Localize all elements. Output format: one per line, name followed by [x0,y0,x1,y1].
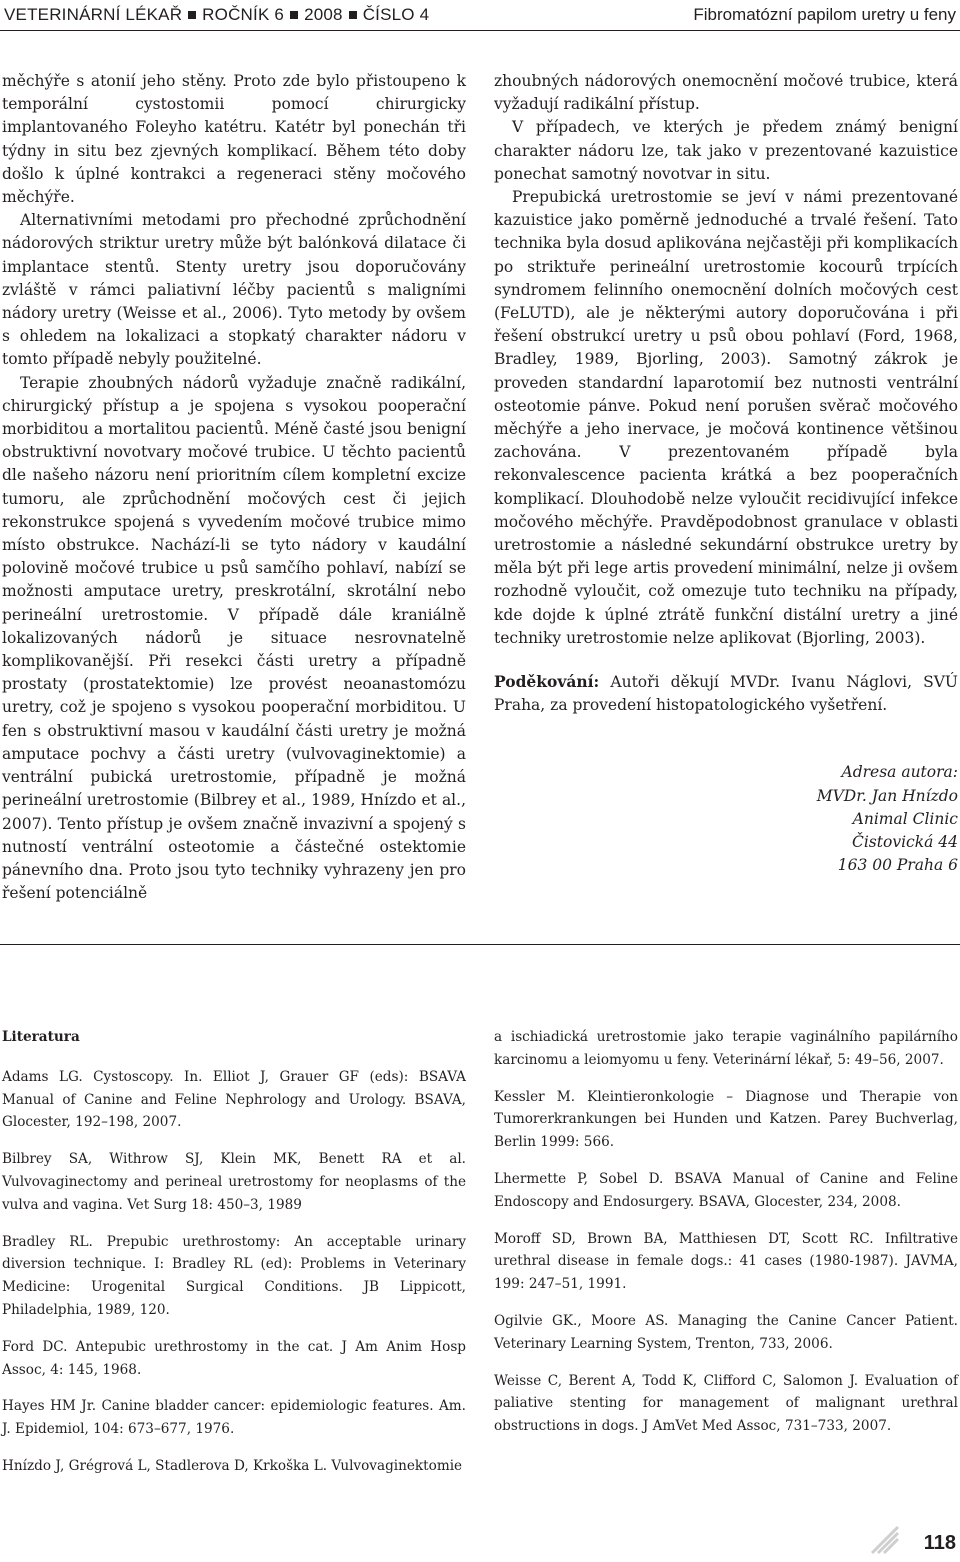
reference-item: Hnízdo J, Grégrová L, Stadlerova D, Krkoška L. Vulvovaginektomie [2,1457,463,1474]
paragraph: Terapie zhoubných nádorů vyžaduje značně radikální, chirurgický přístup a je spojena s vysokou pooperační morbiditou a mortalitou pacientů. Méně časté jsou benigní obstruktivní novotvary močové trubice. U těchto pacientů dle našeho názoru není prioritním cílem kompletní excize tumoru, ale zprůchodnění močových cest či jejich rekonstrukce spojená s vyvedením močové trubice mimo místo obstrukce. Nachází-li se tyto nádory v kaudální polovině močové trubice u psů samčího pohlaví, nabízí se možnosti amputace uretry, preskrotální, skrotální nebo perineální uretrostomie. V případě dále kraniálně lokalizovaných nádorů je situace nesrovnatelně komplikovanější. Při resekci části uretry a případně prostaty (prostatektomie) lze provést neoanastomózu uretry, což je spojeno s vysokou pooperační morbiditou. U fen s obstruktivní masou v kaudální části uretry je možná amputace pochvy a části uretry (vulvovaginektomie) a ventrální pubická uretrostomie, případně je možná perineální uretrostomie (Bilbrey et al., 1989, Hnízdo et al., 2007). Tento přístup je ovšem značně invazivní a spojený s nutností ventrální osteotomie a částečné ostektomie pánevního dna. Proto jsou tyto techniky vyhrazeny jen pro řešení potenciálně [2,373,466,903]
reference-item: Lhermette P, Sobel D. BSAVA Manual of Canine and Feline Endoscopy and Endosurgery. BSAVA, Glocester, 234, 2008. [494,1170,958,1210]
reference-item: Bradley RL. Prepubic urethrostomy: An acceptable urinary diversion technique. I: Bradley RL (ed): Problems in Veterinary Medicine: Urogenital Surgical Conditions. JB Lippicott, Philadelphia, 1989, 120. [2,1233,466,1318]
address-line: 163 00 Praha 6 [837,856,958,875]
reference-item: Adams LG. Cystoscopy. In. Elliot J, Grauer GF (eds): BSAVA Manual of Canine and Feline Nephrology and Urology. BSAVA, Glocester, 192–198, 2007. [2,1068,466,1131]
paragraph: Alternativními metodami pro přechodné zprůchodnění nádorových striktur uretry může být balónková dilatace či implantace stentů. Stenty uretry jsou doporučovány zvláště v rámci paliativní léčby pacientů s maligními nádory uretry (Weisse et al., 2006). Tyto metody by ovšem s ohledem na lokalizaci a stopkatý charakter nádoru v tomto případě nebyly použitelné. [2,211,466,369]
left-text-column [2,70,466,905]
reference-item: Moroff SD, Brown BA, Matthiesen DT, Scott RC. Infiltrative urethral disease in female dogs.: 41 cases (1980-1987). JAVMA, 199: 247–51, 1991. [494,1230,958,1293]
page-number: 118 [923,1532,956,1554]
reference-item: Ogilvie GK., Moore AS. Managing the Canine Cancer Patient. Veterinary Learning System, Trenton, 733, 2006. [494,1312,958,1352]
paragraph: Prepubická uretrostomie se jeví v námi prezentované kazuistice jako poměrně jednoduché a trvalé řešení. Tato technika byla dosud aplikována nejčastěji při komplikacích po striktuře perineální uretrostomie kocourů trpících syndromem felinního onemocnění dolních močových cest (FeLUTD), ale je některými autory doporučována i při řešení obstrukcí uretry u psů obou pohlaví (Ford, 1968, Bradley, 1989, Bjorling, 2003). Samotný zákrok je proveden standardní laparotomií bez nutnosti ventrální osteotomie pánve. Pokud není porušen svěrač močového měchýře a jeho inervace, je močová kontinence většinou zachována. V prezentovaném případě byla rekonvalescence pacienta krátká a bez pooperačních komplikací. Dlouhodobě nelze vyloučit recidivující infekce močového měchýře. Pravděpodobnost granulace v oblasti uretrostomie a následné sekundární obstrukce uretry by měla být při lege artis provedení minimální, nelze ji ovšem rozhodně vyloučit, což omezuje tuto techniku na případy, kde dojde k úplné ztrátě funkční distální uretry a jiné techniky uretrostomie nelze aplikovat (Bjorling, 2003). [494,188,958,647]
acknowledgement-text: Autoři děkují MVDr. Ivanu Náglovi, SVÚ Praha, za provedení histopatologického vyšetření. [494,673,958,715]
paragraph: měchýře s atonií jeho stěny. Proto zde bylo přistoupeno k temporální cystostomii pomocí chirurgicky implantovaného Foleyho katétru. Katétr byl ponechán tři týdny in situ bez zjevných komplikací. Během této doby došlo k úplné kontrakci a regeneraci stěny močového měchýře. [2,72,466,207]
address-line: Animal Clinic [852,809,958,828]
reference-item: Bilbrey SA, Withrow SJ, Klein MK, Benett RA et al. Vulvovaginectomy and perineal uretrostomy for neoplasms of the vulva and vagina. Vet Surg 18: 450–3, 1989 [2,1151,466,1213]
right-text-column [494,70,958,878]
references-right-column [494,1026,958,1452]
author-address [494,761,958,877]
acknowledgement [494,670,958,717]
section-divider [0,944,960,945]
paragraph: V případech, ve kterých je předem známý benigní charakter nádoru lze, tak jako v prezentované kazuistice ponechat samotný novotvar in situ. [494,118,958,183]
reference-item: Hayes HM Jr. Canine bladder cancer: epidemiologic features. Am. J. Epidemiol, 104: 673–677, 1976. [2,1398,466,1438]
address-line: MVDr. Jan Hnízdo [816,786,958,805]
journal-info [4,5,429,25]
reference-item: Kessler M. Kleintieronkologie – Diagnose und Therapie von Tumorerkrankungen bei Hunden und Katzen. Parey Buchverlag, Berlin 1999: 566. [494,1088,958,1151]
address-line: Čistovická 44 [851,833,958,852]
journal-issue: ČÍSLO 4 [362,5,430,24]
reference-item: Weisse C, Berent A, Todd K, Clifford C, Salomon J. Evaluation of paliative stenting for management of malignant urethral obstructions in dogs. J AmVet Med Assoc, 731–733, 2007. [494,1372,958,1435]
paragraph: zhoubných nádorových onemocnění močové trubice, která vyžadují radikální přístup. [494,72,958,114]
separator-square-icon [349,11,357,19]
article-title: Fibromatózní papilom uretry u feny [693,5,956,24]
reference-item: a ischiadická uretrostomie jako terapie vaginálního papilárního karcinomu a leiomyomu u feny. Veterinární lékař, 5: 49–56, 2007. [494,1029,958,1068]
address-line: Adresa autora: [841,763,958,782]
acknowledgement-label: Poděkování: [494,672,600,692]
references-left-column [2,1026,466,1492]
references-heading: Literatura [2,1029,80,1045]
separator-square-icon [188,11,196,19]
separator-square-icon [290,11,298,19]
reference-item: Ford DC. Antepubic urethrostomy in the cat. J Am Anim Hosp Assoc, 4: 145, 1968. [2,1338,466,1378]
journal-year: 2008 [304,5,343,24]
journal-volume: ROČNÍK 6 [202,5,285,24]
page-header [0,0,960,31]
page-corner-mark-icon [870,1525,900,1555]
journal-name: VETERINÁRNÍ LÉKAŘ [4,5,183,24]
